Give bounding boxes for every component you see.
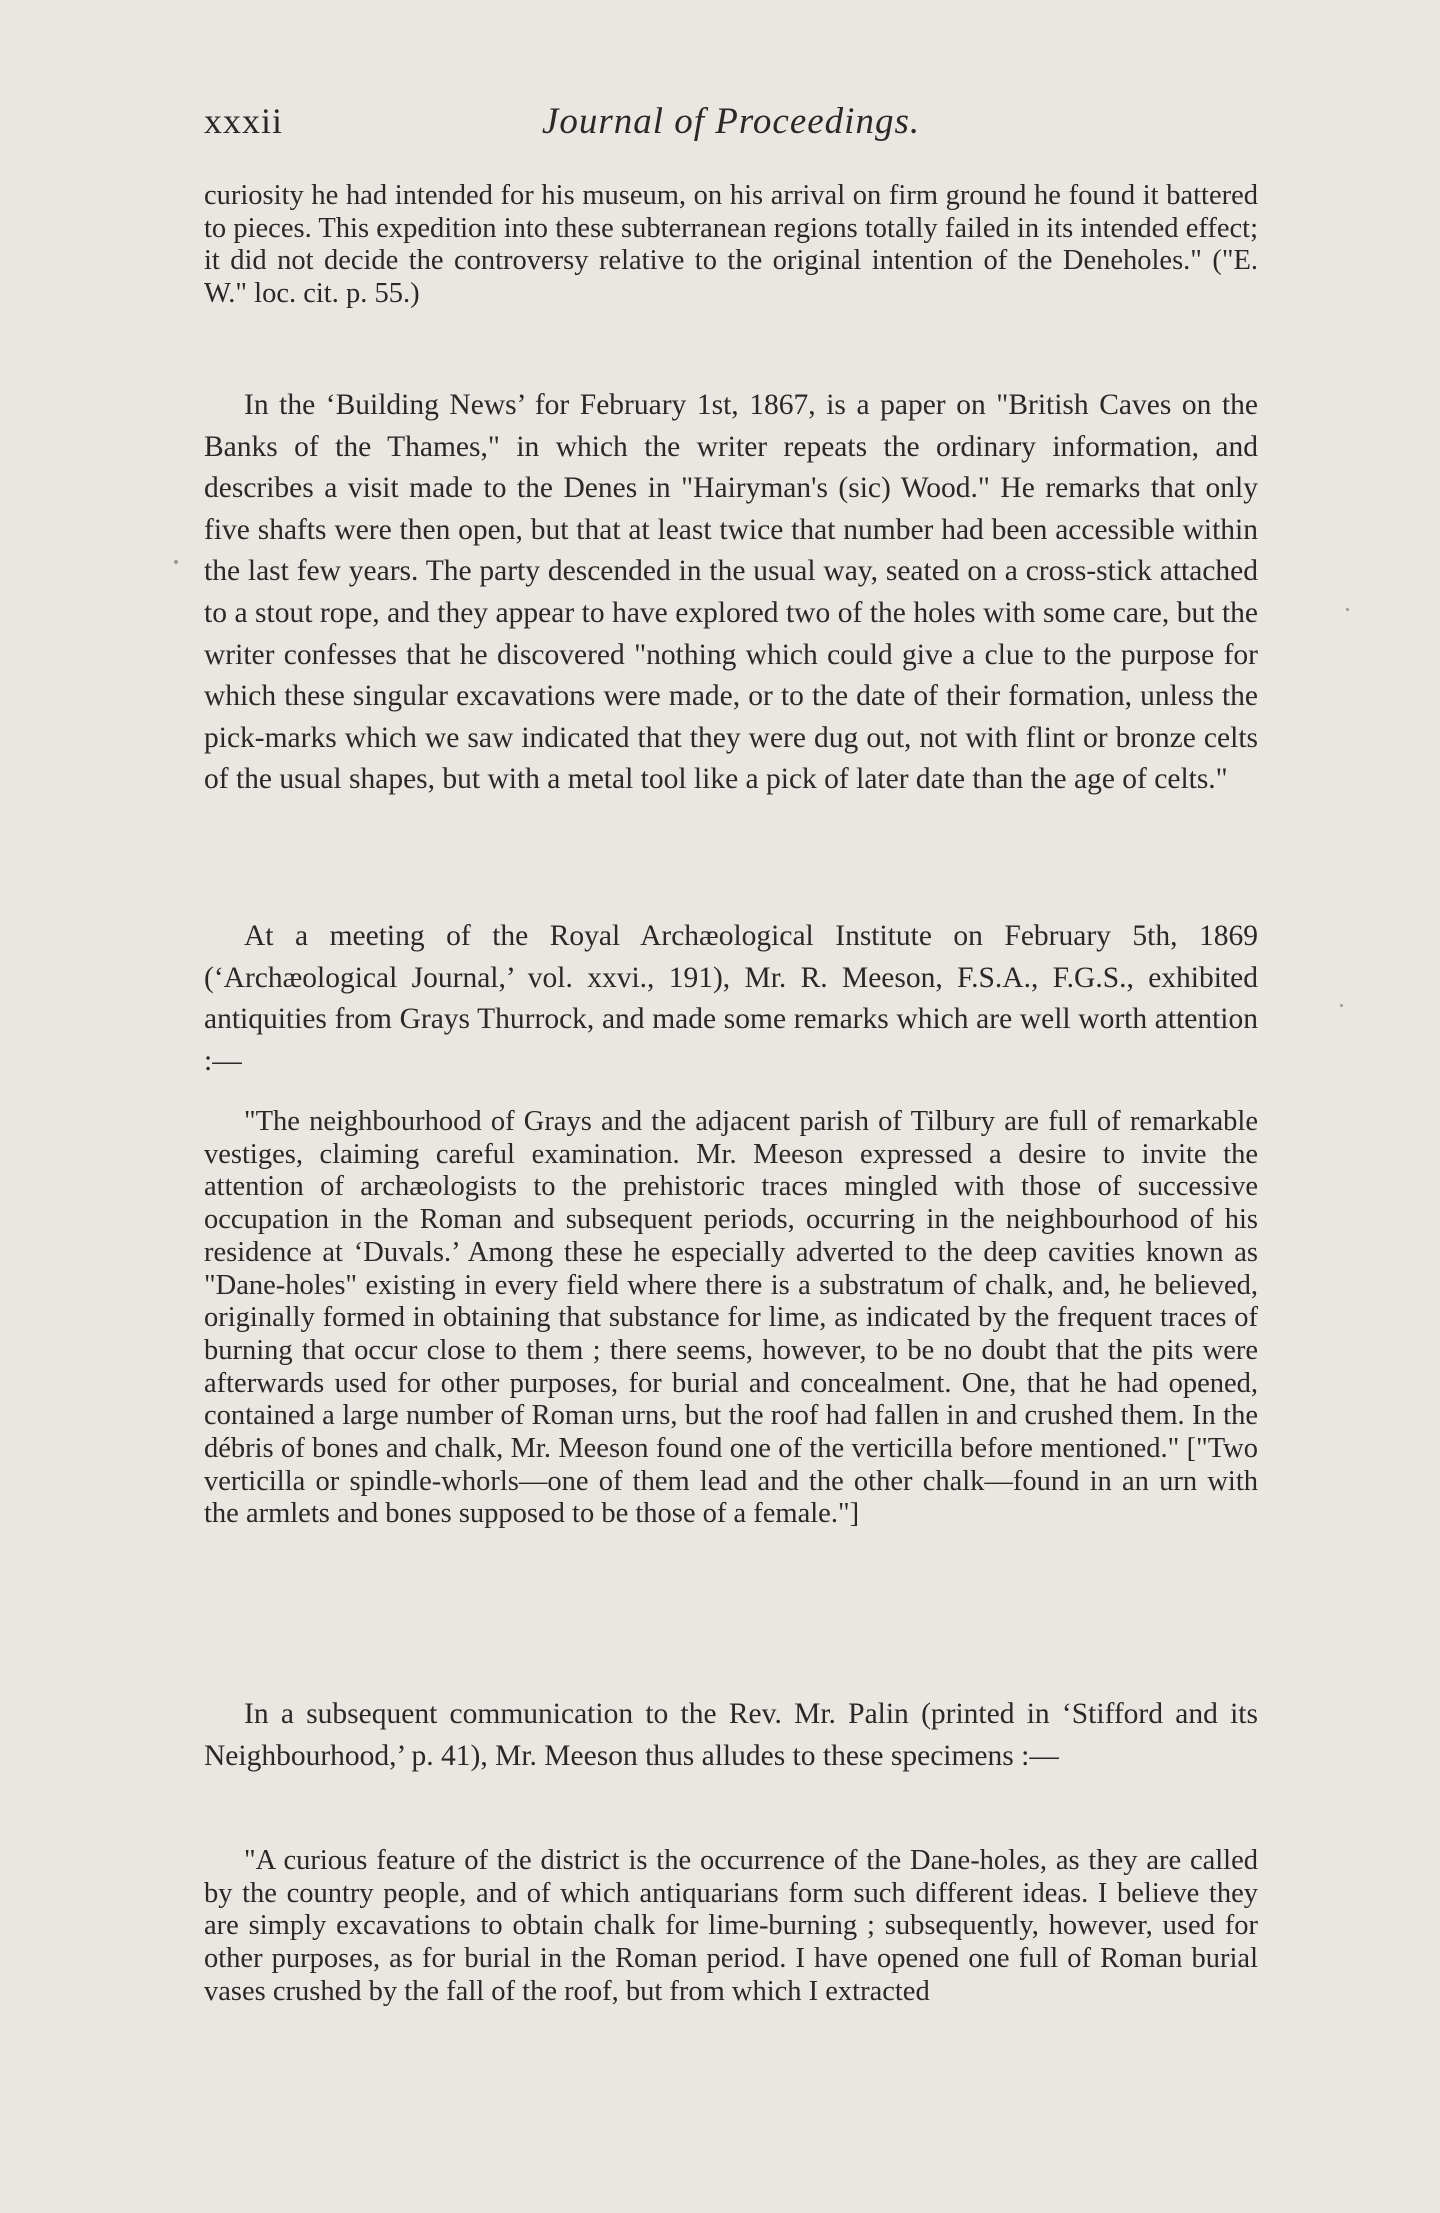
page-number: xxxii [204,101,284,141]
paragraph-meeson-quote: "The neighbourhood of Grays and the adjacent parish of Tilbury are full of remarkable vestiges, claiming careful examination. Mr. Meeson expressed a desire to invite the attention of archæologists to the prehistoric traces mingled with those of successive occupation in the Roman and subsequent periods, occurring in the neighbourhood of his residence at ‘Duvals.’ Among these he especially adverted to the deep cavities known as "Dane-holes" existing in every field where there is a substratum of chalk, and, he believed, originally formed in obtaining that substance for lime, as indicated by the frequent traces of burning that occur close to them ; there seems, however, to be no doubt that the pits were afterwards used for other purposes, for burial and concealment. One, that he had opened, contained a large number of Roman urns, but the roof had fallen in and crushed them. In the débris of bones and chalk, Mr. Meeson found one of the verticilla before mentioned." ["Two verticilla or spindle-whorls—one of them lead and the other chalk—found in an urn with the armlets and bones supposed to be those of a female."] [204,1106,1258,1530]
paragraph-building-news: In the ‘Building News’ for February 1st, 1867, is a paper on "British Caves on the Banks of the Thames," in which the writer repeats the ordinary information, and describes a visit made to the Denes in "Hairyman's (sic) Wood." He remarks that only five shafts were then open, but that at least twice that number had been accessible within the last few years. The party descended in the usual way, seated on a cross-stick attached to a stout rope, and they appear to have explored two of the holes with some care, but the writer confesses that he discovered "nothing which could give a clue to the purpose for which these singular excavations were made, or to the date of their formation, unless the pick-marks which we saw indicated that they were dug out, not with flint or bronze celts of the usual shapes, but with a metal tool like a pick of later date than the age of celts." [204,389,1258,796]
print-speckle [174,560,178,564]
print-speckle [1346,608,1349,611]
print-speckle [1340,1004,1343,1007]
page-header [204,100,1258,150]
paragraph-royal-institute: At a meeting of the Royal Archæological Institute on February 5th, 1869 (‘Archæological Journal,’ vol. xxvi., 191), Mr. R. Meeson, F.S.A., F.G.S., exhibited antiquities from Grays Thurrock, and made some remarks which are well worth attention :— [204,920,1258,1077]
paragraph-quote-continuation: curiosity he had intended for his museum, on his arrival on firm ground he found it battered to pieces. This expedition into these subterranean regions totally failed in its intended effect; it did not decide the controversy relative to the original intention of the Deneholes." ("E. W." loc. cit. p. 55.) [204,180,1258,310]
running-head: Journal of Proceedings. [541,101,921,142]
paragraph-dane-holes-quote: "A curious feature of the district is the occurrence of the Dane-holes, as they are called by the country people, and of which antiquarians form such different ideas. I believe they are simply excavations to obtain chalk for lime-burning ; subsequently, however, used for other purposes, as for burial in the Roman period. I have opened one full of Roman burial vases crushed by the fall of the roof, but from which I extracted [204,1845,1258,2007]
paragraph-palin-communication: In a subsequent communication to the Rev. Mr. Palin (printed in ‘Stifford and its Neighbourhood,’ p. 41), Mr. Meeson thus alludes to these specimens :— [204,1698,1258,1772]
